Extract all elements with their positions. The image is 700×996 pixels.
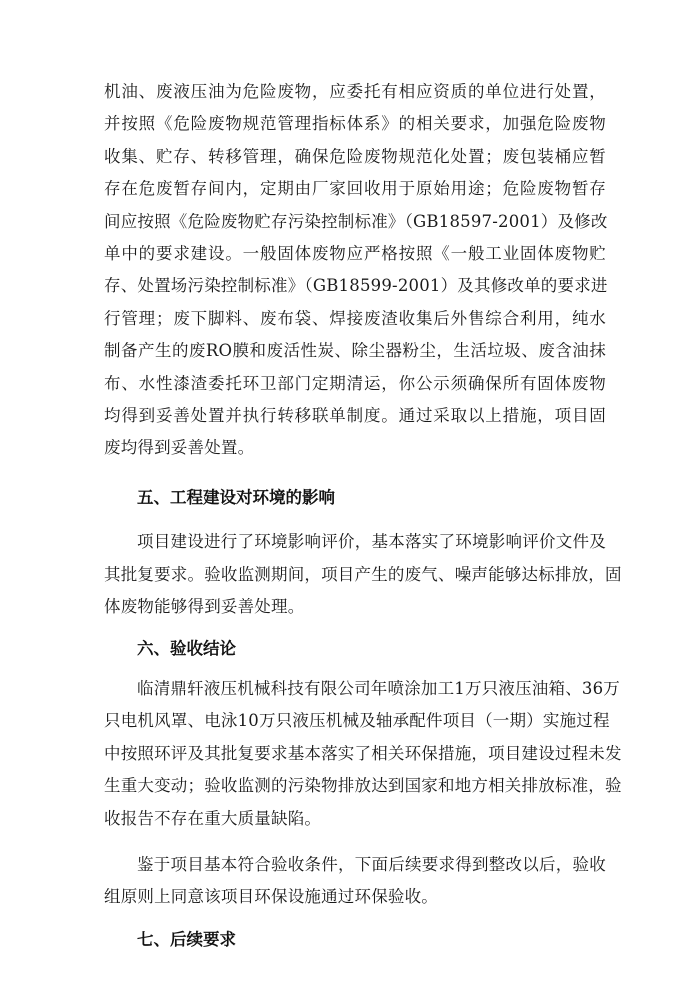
text-line: 布、水性漆渣委托环卫部门定期清运，你公示须确保所有固体废物: [104, 373, 606, 393]
text-line: 间应按照《危险废物贮存污染控制标准》（GB18597-2001）及修改: [104, 211, 608, 231]
text-line: 收报告不存在重大质量缺陷。: [104, 808, 322, 828]
text-line: 鉴于项目基本符合验收条件，下面后续要求得到整改以后，验收: [137, 854, 606, 874]
paragraph-environment-impact: [104, 526, 622, 623]
text-line: 收集、贮存、转移管理，确保危险废物规范化处置；废包装桶应暂: [104, 146, 606, 166]
text-line: 项目建设进行了环境影响评价，基本落实了环境影响评价文件及: [137, 532, 606, 552]
section-heading-5: 五、工程建设对环境的影响: [137, 487, 335, 507]
text-line: 并按照《危险废物规范管理指标体系》的相关要求，加强危险废物: [104, 114, 606, 134]
text-line: 存、处置场污染控制标准》（GB18599-2001）及其修改单的要求进: [104, 276, 608, 296]
text-line: 机油、废液压油为危险废物，应委托有相应资质的单位进行处置，: [104, 82, 606, 101]
section-heading-7: 七、后续要求: [137, 929, 236, 949]
paragraph-acceptance-approval: [104, 849, 606, 914]
section-heading-6: 六、验收结论: [137, 638, 236, 658]
paragraph-solid-waste: [104, 76, 606, 465]
text-line: 其批复要求。验收监测期间，项目产生的废气、噪声能够达标排放，固: [104, 564, 622, 584]
text-line: 单中的要求建设。一般固体废物应严格按照《一般工业固体废物贮: [104, 244, 606, 264]
text-line: 废均得到妥善处置。: [104, 438, 255, 458]
text-line: 均得到妥善处置并执行转移联单制度。通过采取以上措施，项目固: [104, 406, 606, 426]
text-line: 组原则上同意该项目环保设施通过环保验收。: [104, 887, 438, 907]
text-line: 中按照环评及其批复要求基本落实了相关环保措施，项目建设过程未发: [104, 743, 622, 763]
paragraph-acceptance-conclusion: [104, 673, 622, 835]
text-line: 生重大变动；验收监测的污染物排放达到国家和地方相关排放标准，验: [104, 776, 622, 796]
text-line: 存在危废暂存间内，定期由厂家回收用于原始用途；危险废物暂存: [104, 179, 606, 199]
text-line: 临清鼎轩液压机械科技有限公司年喷涂加工1万只液压油箱、36万: [137, 678, 620, 698]
text-line: 制备产生的废RO膜和废活性炭、除尘器粉尘，生活垃圾、废含油抹: [104, 341, 606, 361]
text-line: 体废物能够得到妥善处理。: [104, 597, 305, 617]
text-line: 只电机风罩、电泳10万只液压机械及轴承配件项目（一期）实施过程: [104, 711, 610, 731]
text-line: 行管理；废下脚料、废布袋、焊接废渣收集后外售综合利用，纯水: [104, 308, 606, 328]
